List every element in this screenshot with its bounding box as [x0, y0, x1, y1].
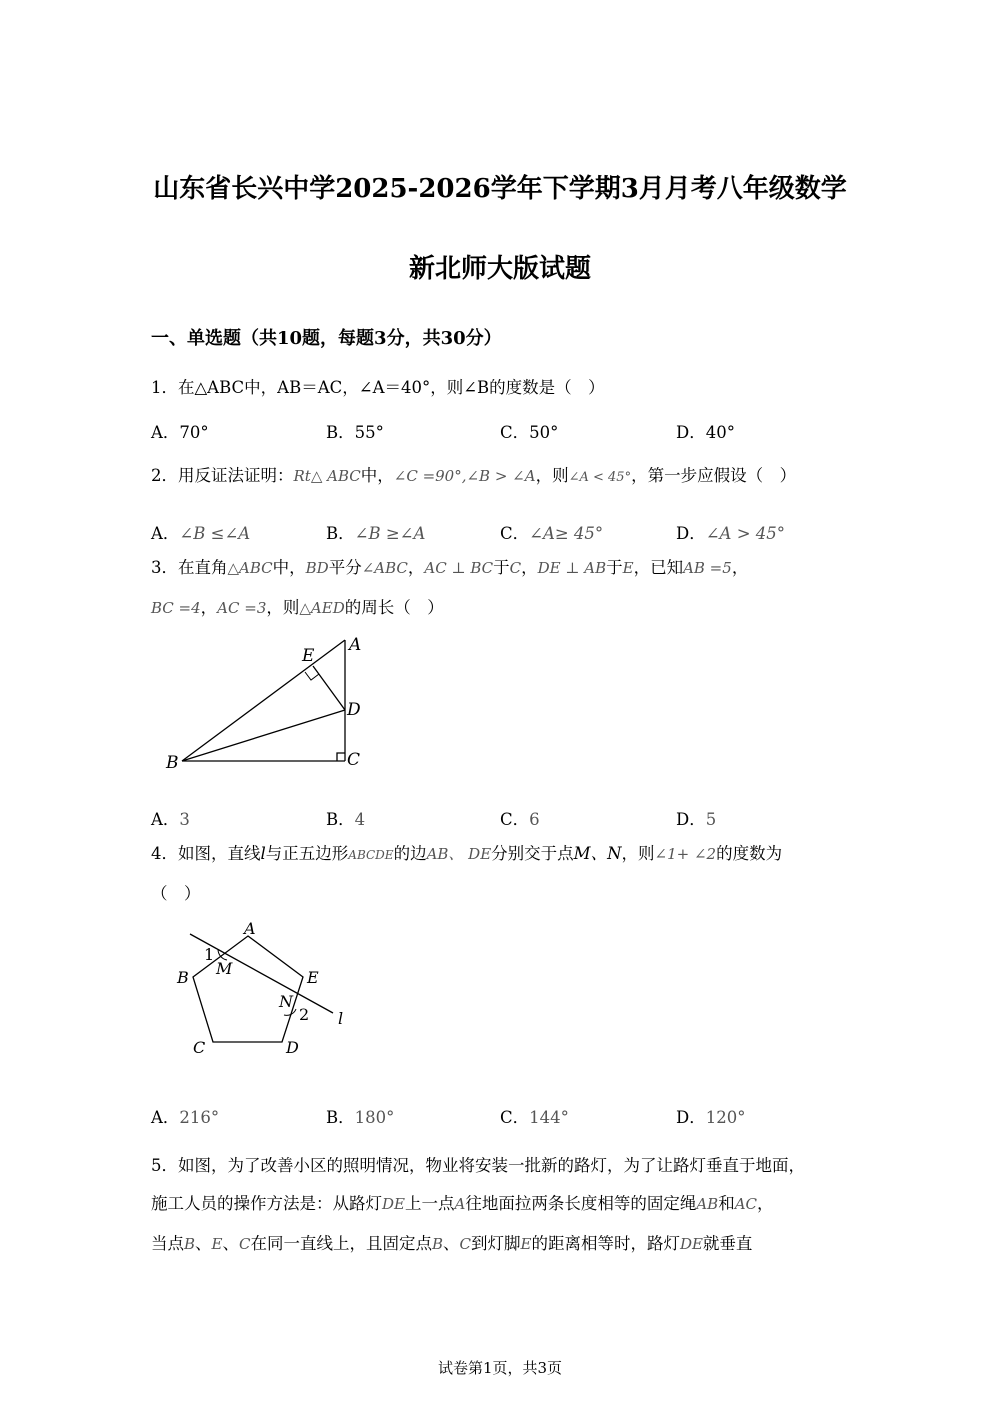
q3-opt-b-letter: B． [326, 810, 355, 829]
question-4-stem-line-2: （ ） [151, 884, 201, 903]
q5-l3-t4: 、 [222, 1234, 239, 1253]
question-3-option-b [326, 806, 365, 830]
q4-l1-t6: 分别交于点 [491, 844, 574, 863]
q5-l3-t10: 到灯脚 [470, 1234, 521, 1253]
q5-l2-t0: 施工人员的操作方法是：从路灯 [151, 1194, 382, 1213]
q4-opt-b-value: 180° [354, 1108, 395, 1127]
q3-l1-m3: BD [305, 559, 329, 577]
q3-l1-t0: 3．在直角 [151, 558, 228, 577]
q2-math-triangle: Rt△ ABC [293, 467, 361, 485]
q4-opt-d-letter: D． [676, 1108, 706, 1127]
page-footer: 试卷第1页，共3页 [437, 1359, 563, 1377]
q5-l3-m9: C [459, 1235, 471, 1253]
fig3-label-a: A [349, 635, 362, 655]
q2-opt-d-value: ∠A > 45° [705, 524, 786, 543]
q4-l1-t4: 的边 [393, 844, 427, 863]
q4-opt-a-letter: A． [151, 1108, 180, 1127]
q3-l2-m0: BC =4 [151, 599, 201, 617]
question-3-option-a [151, 806, 190, 830]
question-5-stem-line-3 [151, 1236, 752, 1253]
question-1-option-b: B．55° [326, 423, 384, 442]
question-3-option-c [500, 806, 540, 830]
q2-math-conclusion: ∠A < 45° [568, 470, 632, 485]
fig4-label-line-l: l [338, 1009, 344, 1028]
q3-l1-t6: ， [407, 558, 425, 577]
question-2-option-c [500, 520, 603, 544]
fig4-label-a: A [244, 919, 256, 938]
fig3-label-b: B [166, 753, 179, 773]
question-2-stem [151, 468, 796, 485]
q4-l1-m7: M、N [573, 844, 622, 863]
q3-l2-m2: AC =3 [217, 599, 267, 617]
q5-l3-t0: 当点 [151, 1234, 184, 1253]
q5-l2-m5: AB [696, 1195, 719, 1213]
fig4-label-n: N [279, 992, 293, 1011]
q5-l3-m5: C [238, 1235, 251, 1253]
q2-opt-c-letter: C． [500, 524, 530, 543]
question-3-option-d [676, 806, 716, 830]
q5-l3-t12: 的距离相等时，路灯 [531, 1234, 680, 1253]
q4-opt-a-value: 216° [179, 1108, 220, 1127]
q5-l3-m13: DE [679, 1235, 703, 1253]
q5-l3-t6: 在同一直线上，且固定点 [250, 1234, 432, 1253]
q3-l2-t5: 的周长（ ） [344, 598, 444, 617]
q3-l1-t16: ， [731, 558, 749, 577]
question-3-stem-line-2 [151, 600, 444, 617]
fig3-label-e: E [302, 646, 315, 666]
q3-l2-t1: ， [200, 598, 218, 617]
q3-l1-t10: ， [521, 558, 538, 577]
q2-mid2: ，则 [535, 466, 569, 485]
q4-l1-t10: 的度数为 [716, 844, 783, 863]
q2-opt-d-letter: D． [676, 524, 706, 543]
q3-opt-d-letter: D． [676, 810, 706, 829]
question-3-stem-line-1 [151, 560, 748, 577]
q3-l1-m5: ∠ABC [361, 559, 408, 577]
q2-mid1: 中， [360, 466, 394, 485]
q2-pre: 2．用反证法证明： [151, 466, 294, 485]
q5-l2-t2: 上一点 [404, 1194, 455, 1213]
question-2-option-b [326, 520, 425, 544]
q4-opt-c-letter: C． [500, 1108, 530, 1127]
q3-l1-t4: 平分 [328, 558, 362, 577]
q3-l1-m1: △ABC [227, 559, 273, 577]
question-3-triangle-figure [150, 630, 380, 780]
q3-l1-m7: AC ⊥ BC [424, 559, 494, 577]
fig4-label-angle-2: 2 [299, 1005, 310, 1024]
q4-l1-m1: l [260, 844, 266, 863]
question-2-option-d [676, 520, 785, 544]
q5-l2-t8: ， [757, 1194, 774, 1213]
q3-l2-m4: △AED [299, 599, 345, 617]
q5-l3-t14: 就垂直 [702, 1234, 753, 1253]
fig4-label-c: C [193, 1038, 206, 1057]
q2-opt-b-value: ∠B ≥∠A [354, 524, 426, 543]
q5-l3-m11: E [520, 1235, 532, 1253]
q4-l1-t2: 与正五边形 [265, 844, 349, 863]
q5-l3-m3: E [211, 1235, 223, 1253]
q3-l1-m13: E [622, 559, 634, 577]
q3-l1-t12: 于 [606, 558, 623, 577]
question-5-stem-line-2 [151, 1196, 774, 1213]
question-4-stem-line-1 [151, 846, 782, 863]
question-1-option-c: C．50° [500, 423, 559, 442]
q5-l2-m7: AC [734, 1195, 757, 1213]
q3-opt-c-value: 6 [529, 810, 540, 829]
q3-opt-b-value: 4 [354, 810, 366, 829]
question-2-option-a [151, 520, 250, 544]
fig4-label-m: M [216, 959, 233, 978]
question-1-stem: 1．在△ABC中，AB＝AC，∠A＝40°，则∠B的度数是（ ） [151, 378, 605, 397]
q5-l3-t8: 、 [443, 1234, 460, 1253]
q2-math-conditions: ∠C =90°,∠B > ∠A [393, 467, 536, 485]
question-4-option-b [326, 1104, 394, 1128]
q5-l2-m1: DE [382, 1195, 405, 1213]
document-title-line-2: 新北师大版试题 [408, 254, 591, 284]
question-4-option-c [500, 1104, 569, 1128]
q3-opt-a-value: 3 [179, 810, 190, 829]
question-1-option-d: D．40° [676, 423, 735, 442]
q3-l1-t8: 于 [493, 558, 510, 577]
question-1-option-a: A．70° [151, 423, 209, 442]
q3-opt-d-value: 5 [705, 810, 717, 829]
q4-l1-m5: AB、 DE [426, 845, 492, 863]
q3-l1-m9: C [509, 559, 522, 577]
q3-l1-m11: DE ⊥ AB [537, 559, 607, 577]
q3-l1-m15: AB =5 [683, 559, 732, 577]
q4-l1-t0: 4．如图，直线 [151, 844, 261, 863]
fig3-label-d: D [347, 700, 361, 720]
question-4-option-d [676, 1104, 745, 1128]
question-4-option-a [151, 1104, 219, 1128]
q2-opt-a-letter: A． [151, 524, 180, 543]
q2-opt-a-value: ∠B ≤∠A [179, 524, 251, 543]
q3-opt-c-letter: C． [500, 810, 530, 829]
q3-l1-t14: ，已知 [633, 558, 684, 577]
q2-opt-c-value: ∠A≥ 45° [529, 524, 604, 543]
question-4-pentagon-figure [170, 915, 360, 1060]
fig3-label-c: C [347, 750, 361, 770]
q5-l3-t2: 、 [195, 1234, 212, 1253]
q3-l2-t3: ，则 [266, 598, 300, 617]
q4-l1-m3: ABCDE [348, 848, 394, 862]
q4-l1-m9: ∠1+ ∠2 [654, 845, 717, 863]
fig4-label-d: D [286, 1038, 299, 1057]
q5-l2-t4: 往地面拉两条长度相等的固定绳 [465, 1194, 697, 1213]
q4-opt-c-value: 144° [529, 1108, 569, 1127]
q2-post: ，第一步应假设（ ） [631, 466, 797, 485]
fig4-label-e: E [307, 968, 319, 987]
section-heading-single-choice: 一、单选题（共10题，每题3分，共30分） [151, 328, 502, 349]
q3-l1-t2: 中， [272, 558, 306, 577]
q4-l1-t8: ，则 [621, 844, 655, 863]
q5-l3-m7: B [431, 1235, 443, 1253]
q5-l2-t6: 和 [718, 1194, 735, 1213]
q5-l3-m1: B [184, 1235, 196, 1253]
fig4-label-b: B [177, 968, 189, 987]
fig4-label-angle-1: 1 [204, 945, 215, 964]
document-title-line-1: 山东省长兴中学2025-2026学年下学期3月月考八年级数学 [153, 174, 847, 204]
q3-opt-a-letter: A． [151, 810, 180, 829]
question-5-stem-line-1: 5．如图，为了改善小区的照明情况，物业将安装一批新的路灯，为了让路灯垂直于地面， [151, 1156, 805, 1175]
q2-opt-b-letter: B． [326, 524, 355, 543]
q4-opt-b-letter: B． [326, 1108, 355, 1127]
q5-l2-m3: A [454, 1195, 466, 1213]
q4-opt-d-value: 120° [705, 1108, 746, 1127]
